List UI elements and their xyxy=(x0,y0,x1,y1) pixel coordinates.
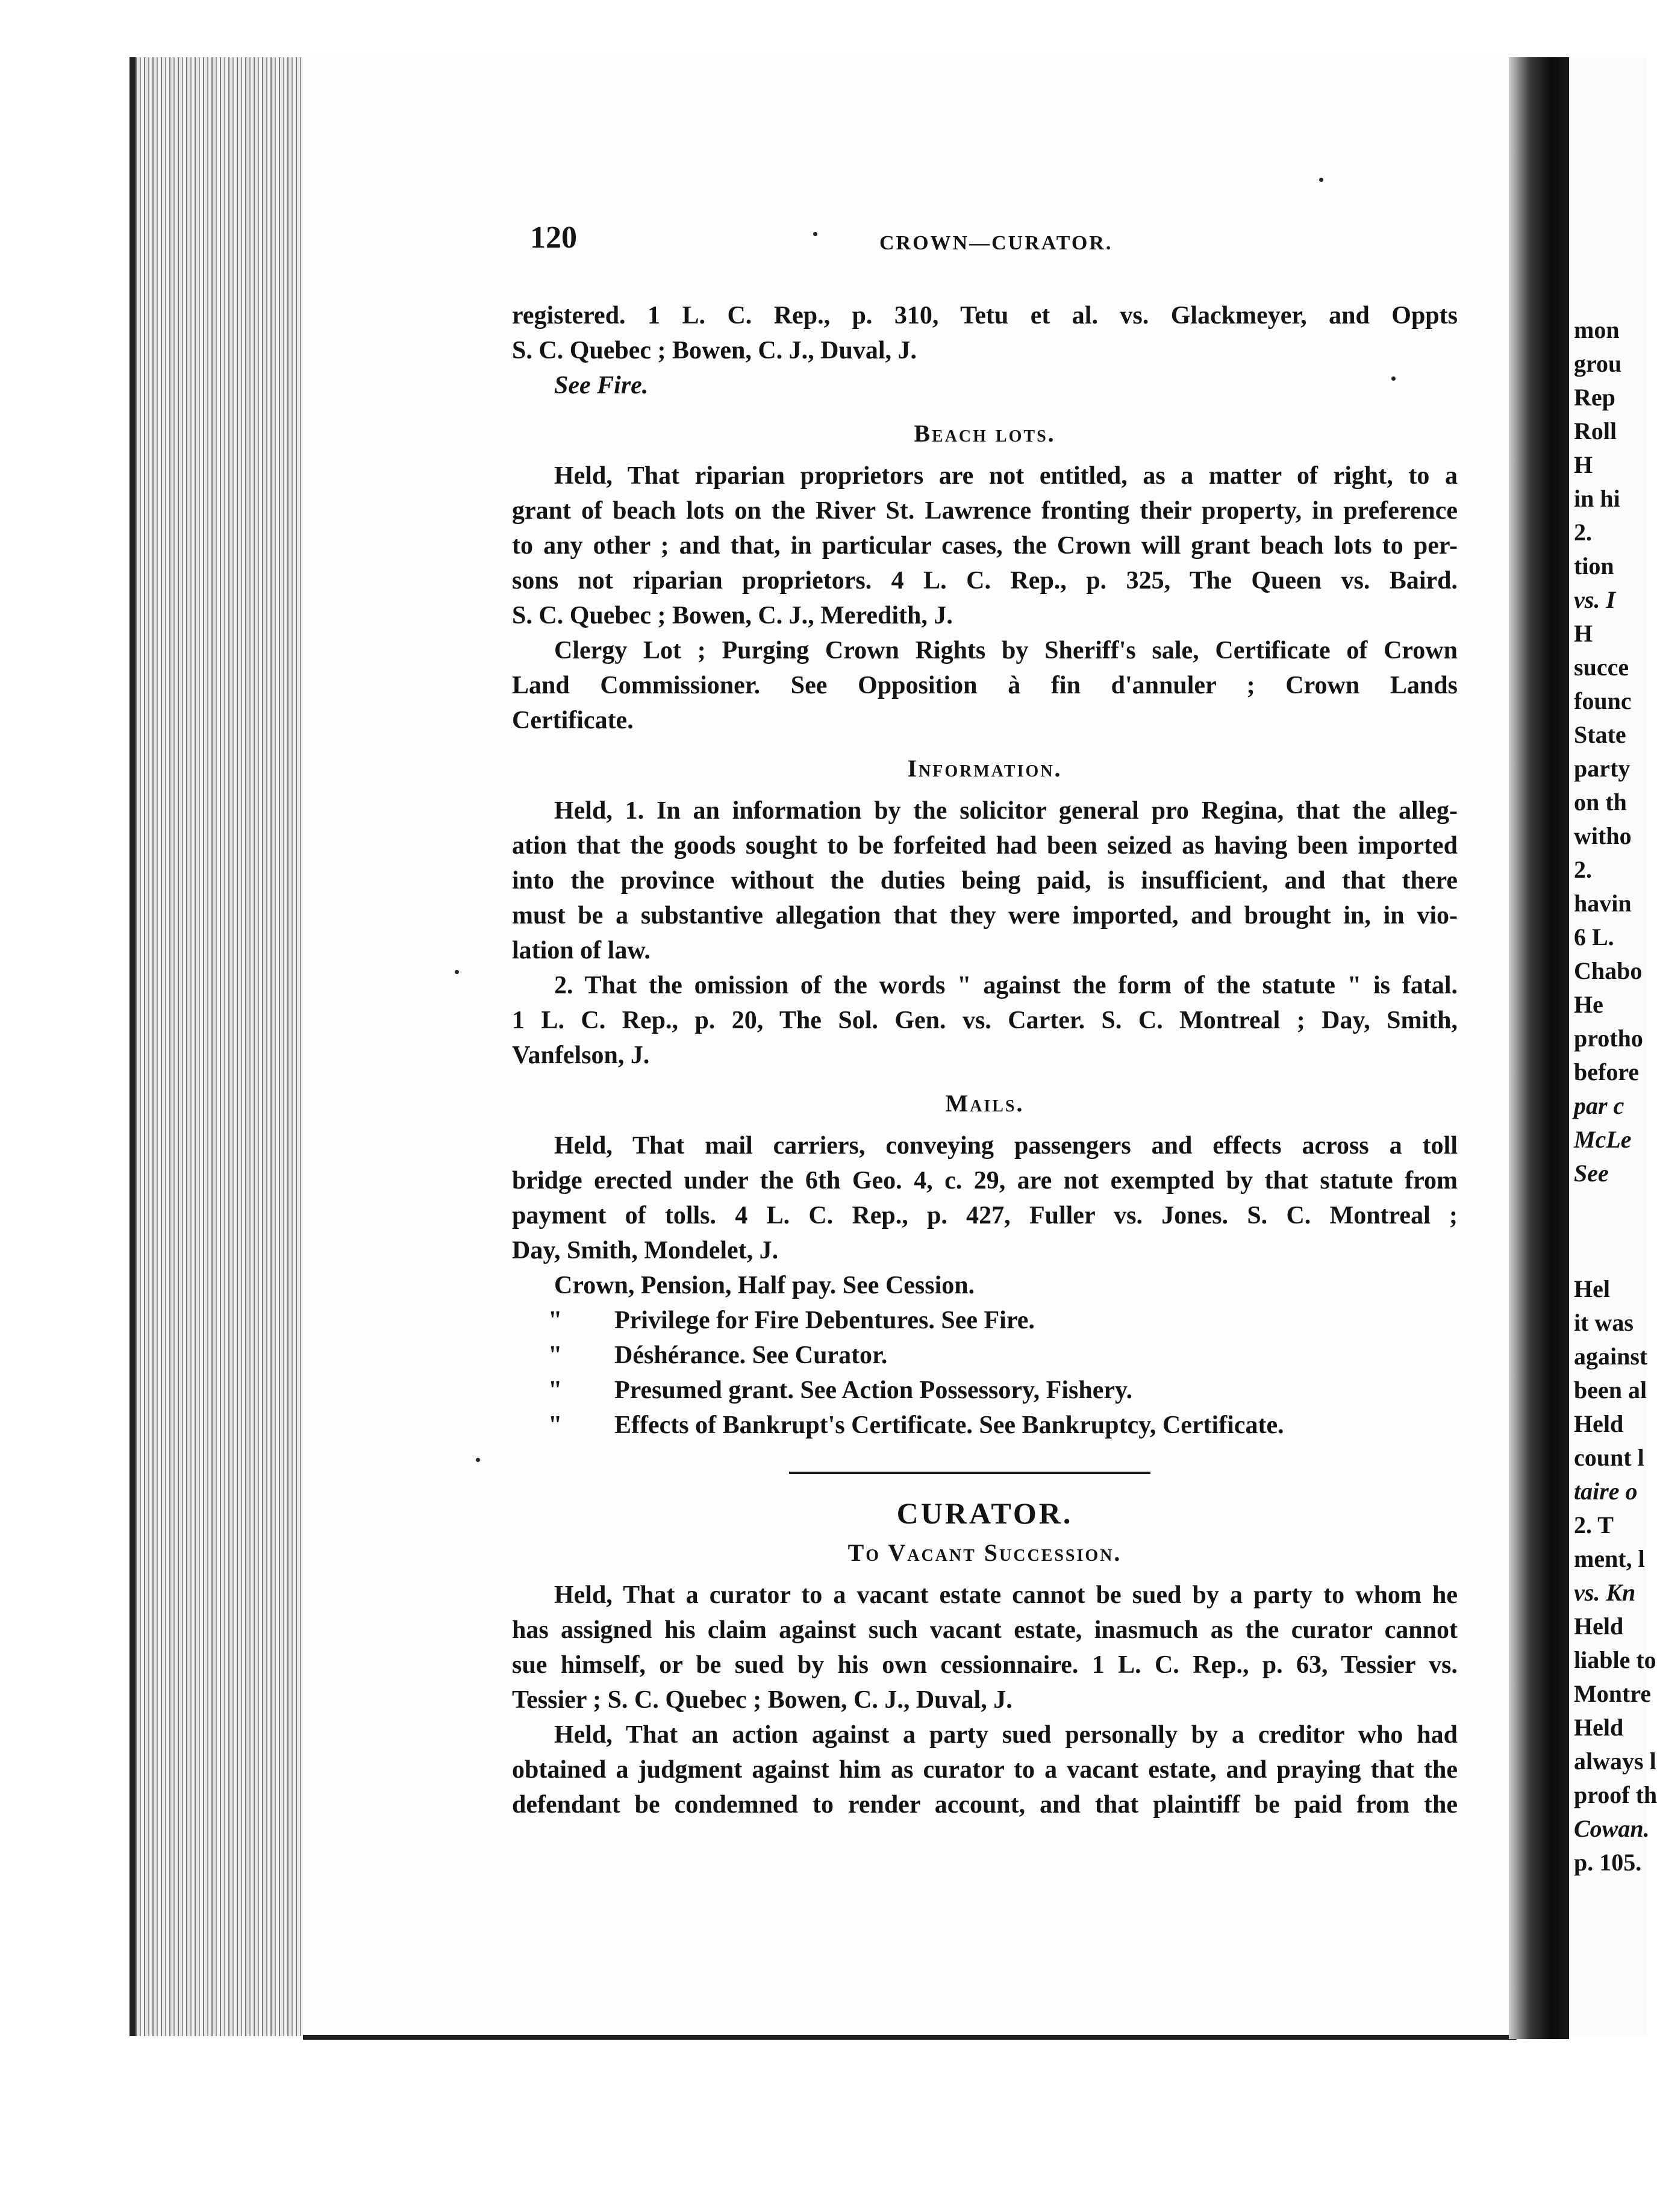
facing-page-fragment: against xyxy=(1574,1343,1648,1370)
text-line: Land Commissioner. See Opposition à fin d'annuler ; Crown Lands xyxy=(512,672,1458,699)
text-line: obtained a judgment against him as curator to a vacant estate, and praying that the xyxy=(512,1756,1458,1784)
facing-page-fragment: taire o xyxy=(1574,1478,1638,1505)
text-line: Day, Smith, Mondelet, J. xyxy=(512,1237,779,1264)
facing-page-fragment: Hel xyxy=(1574,1275,1610,1302)
book-gutter xyxy=(1509,57,1569,2039)
facing-page-fragment: on th xyxy=(1574,789,1627,816)
facing-page-fragment: 2. xyxy=(1574,519,1592,546)
facing-page-fragment: Roll xyxy=(1574,417,1617,445)
text-line: Held, That a curator to a vacant estate cannot be sued by a party to whom he xyxy=(554,1581,1458,1609)
text-line: lation of law. xyxy=(512,937,651,964)
facing-page-fragment: witho xyxy=(1574,822,1632,849)
facing-page-fragment: liable to xyxy=(1574,1646,1656,1673)
page-number: 120 xyxy=(530,220,577,255)
facing-page-fragment: been al xyxy=(1574,1376,1647,1404)
facing-page-fragment: Held xyxy=(1574,1714,1624,1741)
text-line: Clergy Lot ; Purging Crown Rights by Sheriff's sale, Certificate of Crown xyxy=(554,637,1458,664)
subheading-vacant-succession: To Vacant Succession. xyxy=(847,1539,1122,1566)
facing-page-fragment: vs. I xyxy=(1574,586,1615,613)
text-line: Held, 1. In an information by the solicitor general pro Regina, that the alleg- xyxy=(554,797,1458,825)
text-line: grant of beach lots on the River St. Lawrence fronting their property, in preference xyxy=(512,497,1458,525)
facing-page-fragment: founc xyxy=(1574,687,1632,714)
text-line: must be a substantive allegation that they were imported, and brought in, in vio- xyxy=(512,902,1458,929)
crown-reference xyxy=(512,1408,1458,1443)
crown-reference xyxy=(512,1303,1458,1338)
print-speck xyxy=(1319,178,1323,182)
facing-page-fragment: He xyxy=(1574,991,1603,1018)
text-line: Tessier ; S. C. Quebec ; Bowen, C. J., Duval, J. xyxy=(512,1686,1013,1714)
text-line: 2. That the omission of the words " against the form of the statute " is fatal. xyxy=(554,972,1458,999)
facing-page-fragment: H xyxy=(1574,620,1593,647)
book-page-edges xyxy=(130,57,316,2036)
text-line: S. C. Quebec ; Bowen, C. J., Duval, J. xyxy=(512,337,917,364)
running-head: CROWN—CURATOR. xyxy=(879,232,1113,254)
facing-page-fragment: 2. xyxy=(1574,856,1592,883)
crown-reference-text: Presumed grant. See Action Possessory, Fishery. xyxy=(614,1376,1133,1404)
facing-page-fragment: 6 L. xyxy=(1574,923,1614,951)
facing-page-fragment: party xyxy=(1574,755,1630,782)
facing-page-fragment: p. 105. xyxy=(1574,1849,1642,1876)
ditto-mark: " xyxy=(548,1376,563,1404)
section-heading-beach-lots: Beach lots. xyxy=(914,420,1056,447)
facing-page-fragment: Held xyxy=(1574,1410,1624,1437)
crown-reference: Crown, Pension, Half pay. See Cession. xyxy=(554,1272,975,1299)
see-reference: See Fire. xyxy=(554,372,649,399)
facing-page-fragment: McLe xyxy=(1574,1126,1632,1153)
facing-page-fragment: protho xyxy=(1574,1025,1643,1052)
section-heading-information: Information. xyxy=(907,755,1063,782)
print-speck xyxy=(813,232,817,236)
crown-reference-text: Effects of Bankrupt's Certificate. See Bankruptcy, Certificate. xyxy=(614,1411,1284,1439)
text-line: ation that the goods sought to be forfeited had been seized as having been imported xyxy=(512,832,1458,860)
facing-page-fragment: Montre xyxy=(1574,1680,1652,1707)
facing-page-fragment: 2. T xyxy=(1574,1511,1614,1539)
crown-reference xyxy=(512,1338,1458,1373)
section-title-curator: CURATOR. xyxy=(896,1496,1073,1530)
facing-page-fragment: Held xyxy=(1574,1613,1624,1640)
print-speck xyxy=(476,1458,480,1462)
text-line: Held, That mail carriers, conveying passengers and effects across a toll xyxy=(554,1132,1458,1160)
text-line: Held, That riparian proprietors are not entitled, as a matter of right, to a xyxy=(554,462,1458,490)
facing-page-fragment: Chabo xyxy=(1574,957,1643,984)
text-line: Held, That an action against a party sued personally by a creditor who had xyxy=(554,1721,1458,1749)
facing-page-fragment: mon xyxy=(1574,316,1620,343)
ditto-mark: " xyxy=(548,1411,563,1439)
facing-page-fragment: havin xyxy=(1574,890,1632,917)
facing-page-fragment: always l xyxy=(1574,1748,1656,1775)
facing-page-fragment: grou xyxy=(1574,350,1622,377)
text-line: has assigned his claim against such vacant estate, inasmuch as the curator cannot xyxy=(512,1616,1458,1644)
facing-page-fragment: ment, l xyxy=(1574,1545,1645,1572)
facing-page-fragment: succe xyxy=(1574,654,1629,681)
crown-reference xyxy=(512,1373,1458,1408)
text-line: into the province without the duties being paid, is insufficient, and that there xyxy=(512,867,1458,895)
facing-page xyxy=(1569,57,1657,2036)
text-line: Certificate. xyxy=(512,707,634,734)
facing-page-fragment: it was xyxy=(1574,1309,1634,1336)
text-line: sons not riparian proprietors. 4 L. C. Rep., p. 325, The Queen vs. Baird. xyxy=(512,567,1458,595)
text-line: payment of tolls. 4 L. C. Rep., p. 427, Fuller vs. Jones. S. C. Montreal ; xyxy=(512,1202,1458,1229)
text-line: Vanfelson, J. xyxy=(512,1042,650,1069)
facing-page-fragment: See xyxy=(1574,1160,1609,1187)
crown-reference-text: Déshérance. See Curator. xyxy=(614,1342,888,1369)
section-divider xyxy=(789,1472,1150,1474)
ditto-mark: " xyxy=(548,1307,563,1334)
print-speck xyxy=(455,970,459,974)
crown-reference-text: Privilege for Fire Debentures. See Fire. xyxy=(614,1307,1035,1334)
text-line: bridge erected under the 6th Geo. 4, c. 29, are not exempted by that statute from xyxy=(512,1167,1458,1195)
facing-page-fragment: count l xyxy=(1574,1444,1644,1471)
facing-page-fragment: in hi xyxy=(1574,485,1620,512)
text-line: registered. 1 L. C. Rep., p. 310, Tetu et al. vs. Glackmeyer, and Oppts xyxy=(512,302,1458,330)
facing-page-fragment: State xyxy=(1574,721,1626,748)
text-line: sue himself, or be sued by his own cessionnaire. 1 L. C. Rep., p. 63, Tessier vs. xyxy=(512,1651,1458,1679)
text-line: to any other ; and that, in particular cases, the Crown will grant beach lots to per- xyxy=(512,532,1458,560)
section-heading-mails: Mails. xyxy=(945,1090,1025,1117)
facing-page-fragment: before xyxy=(1574,1058,1640,1086)
facing-page-fragment: Cowan. xyxy=(1574,1815,1650,1842)
facing-page-fragment: vs. Kn xyxy=(1574,1579,1636,1606)
facing-page-fragment: H xyxy=(1574,451,1593,478)
page-text xyxy=(512,298,1458,1822)
facing-page-fragment: proof th xyxy=(1574,1781,1657,1808)
facing-page-fragment: tion xyxy=(1574,552,1614,580)
ditto-mark: " xyxy=(548,1342,563,1369)
text-line: defendant be condemned to render account, and that plaintiff be paid from the xyxy=(512,1791,1458,1819)
text-line: S. C. Quebec ; Bowen, C. J., Meredith, J. xyxy=(512,602,953,630)
facing-page-fragment: par c xyxy=(1574,1092,1624,1119)
facing-page-fragment: Rep xyxy=(1574,384,1615,411)
text-line: 1 L. C. Rep., p. 20, The Sol. Gen. vs. Carter. S. C. Montreal ; Day, Smith, xyxy=(512,1007,1458,1034)
